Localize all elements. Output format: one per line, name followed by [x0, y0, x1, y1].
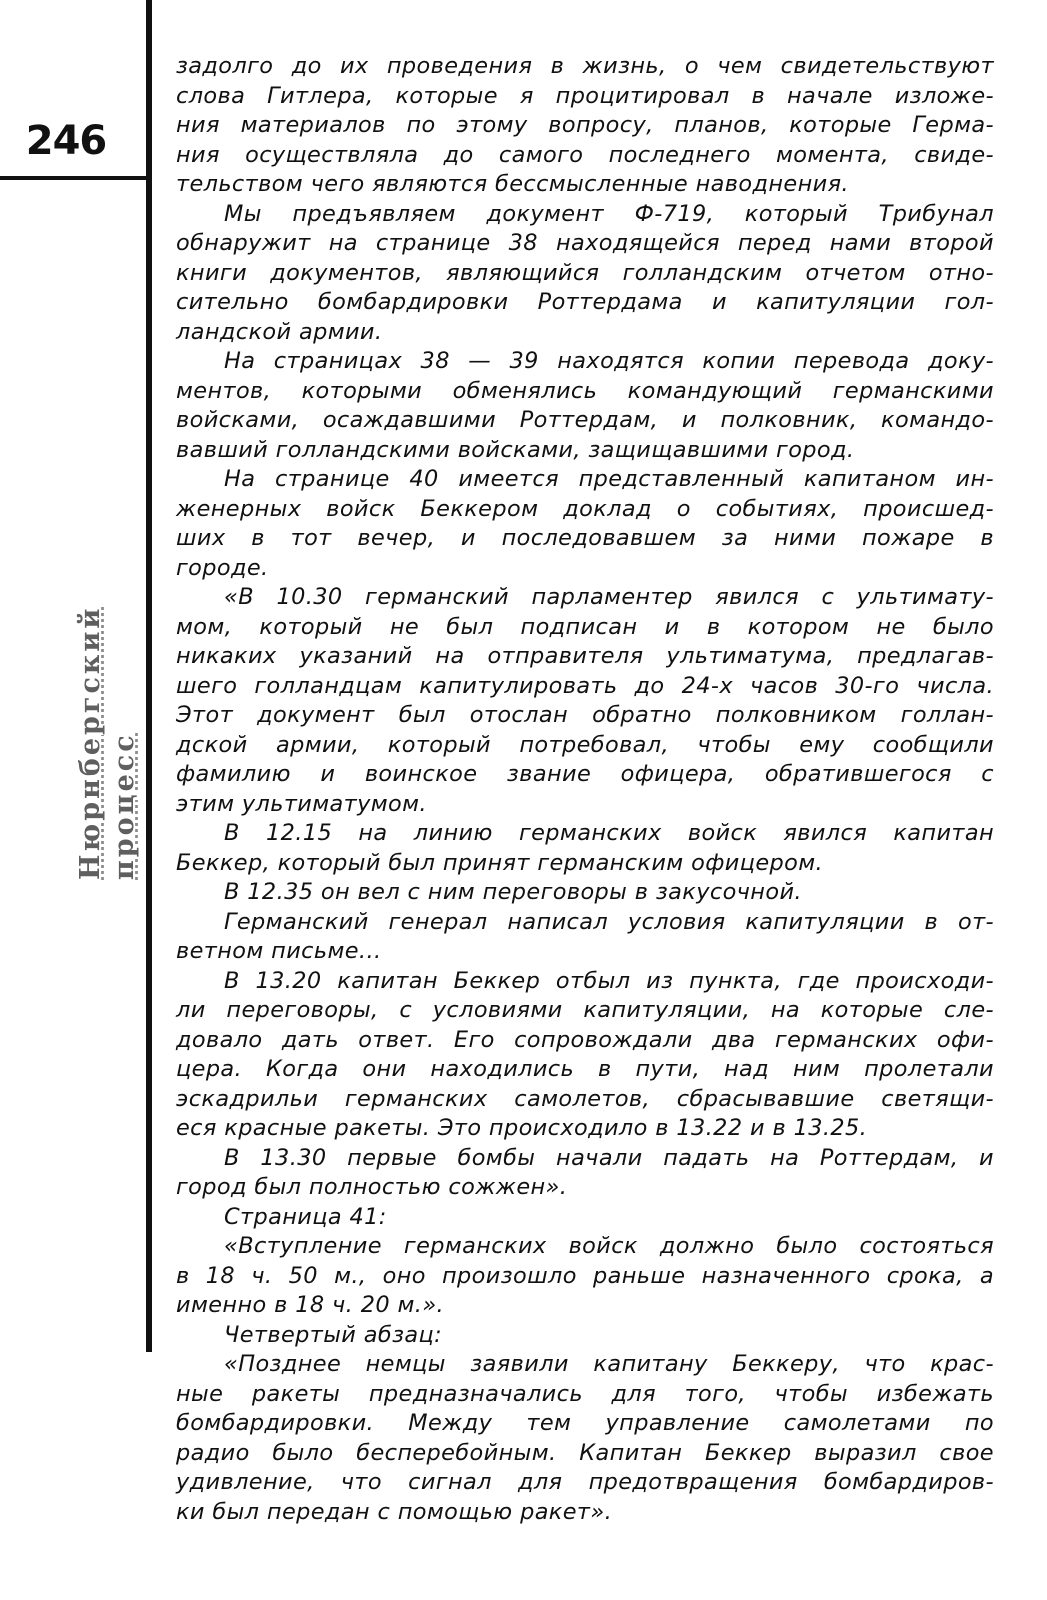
text-line: фамилию и воинское звание офицера, обратившегося с [176, 761, 994, 787]
paragraph [176, 819, 994, 878]
paragraph [176, 465, 994, 583]
paragraph [176, 200, 994, 348]
paragraph [176, 1203, 994, 1233]
text-line: «В 10.30 германский парламентер явился с ультимату- [224, 584, 994, 610]
text-line: довало дать ответ. Его сопровождали два германских офи- [176, 1026, 994, 1053]
text-line: обнаружит на странице 38 находящейся перед нами второй [176, 230, 994, 256]
text-line: задолго до их проведения в жизнь, о чем свидетельствуют [176, 53, 994, 79]
text-line: сительно бомбардировки Роттердама и капитуляции гол- [176, 289, 994, 315]
text-line: радио было бесперебойным. Капитан Беккер выразил свое [176, 1439, 994, 1466]
text-line: ные ракеты предназначались для того, чтобы избежать [176, 1380, 994, 1407]
text-line: вавший голландскими войсками, защищавшими город. [176, 436, 855, 463]
text-line: На страницах 38 — 39 находятся копии перевода доку- [224, 348, 994, 374]
text-line: городе. [176, 554, 269, 581]
text-line: ния осуществляла до самого последнего момента, свиде- [176, 141, 994, 168]
paragraph [176, 1321, 994, 1351]
margin-rule [146, 0, 152, 1352]
text-line: Четвертый абзац: [224, 1321, 443, 1348]
text-line: книги документов, являющийся голландским отчетом отно- [176, 259, 994, 286]
text-line: никаких указаний на отправителя ультиматума, предлагав- [176, 643, 994, 669]
text-line: «Позднее немцы заявили капитану Беккеру, что крас- [224, 1351, 994, 1377]
text-line: в 18 ч. 50 м., оно произошло раньше назначенного срока, а [176, 1262, 994, 1289]
text-line: женерных войск Беккером доклад о событиях, происшед- [176, 495, 994, 522]
text-line: Этот документ был отослан обратно полковником голлан- [176, 702, 994, 728]
text-line: В 13.20 капитан Беккер отбыл из пункта, где происходи- [224, 967, 994, 994]
text-line: именно в 18 ч. 20 м.». [176, 1292, 445, 1318]
paragraph [176, 878, 994, 908]
text-line: ших в тот вечер, и последовавшем за ними пожаре в [176, 525, 994, 551]
text-line: ния материалов по этому вопросу, планов, которые Герма- [176, 112, 994, 138]
text-line: ветном письме... [176, 938, 382, 964]
paragraph [176, 52, 994, 200]
side-title-line-2: процесс [109, 732, 140, 880]
text-line: В 13.30 первые бомбы начали падать на Роттердам, и [224, 1144, 994, 1171]
text-line: Страница 41: [224, 1203, 387, 1230]
page-number: 246 [25, 118, 107, 164]
text-line: этим ультиматумом. [176, 790, 427, 817]
text-line: город был полностью сожжен». [176, 1174, 568, 1200]
text-line: мом, который не был подписан и в котором не было [176, 613, 994, 640]
text-line: В 12.15 на линию германских войск явился капитан [224, 820, 994, 846]
text-line: еся красные ракеты. Это происходило в 13.22 и в 13.25. [176, 1115, 868, 1141]
page-number-rule [0, 176, 148, 180]
paragraph [176, 1232, 994, 1321]
paragraph [176, 1144, 994, 1203]
body-text [176, 52, 994, 1527]
paragraph [176, 967, 994, 1144]
paragraph [176, 1350, 994, 1527]
text-line: ментов, которыми обменялись командующий германскими [176, 377, 994, 404]
paragraph [176, 583, 994, 819]
text-line: Мы предъявляем документ Ф-719, который Трибунал [224, 200, 994, 227]
paragraph [176, 908, 994, 967]
text-line: шего голландцам капитулировать до 24-х часов 30-го числа. [176, 672, 994, 699]
text-line: В 12.35 он вел с ним переговоры в закусочной. [224, 879, 802, 905]
text-line: «Вступление германских войск должно было состояться [224, 1233, 994, 1259]
side-running-title [76, 190, 140, 880]
text-line: Беккер, который был принят германским офицером. [176, 849, 824, 876]
text-line: дской армии, который потребовал, чтобы ему сообщили [176, 731, 994, 758]
text-line: ландской армии. [176, 318, 383, 345]
text-line: Германский генерал написал условия капитуляции в от- [224, 908, 994, 935]
text-line: ки был передан с помощью ракет». [176, 1498, 613, 1525]
text-line: ли переговоры, с условиями капитуляции, на которые сле- [176, 997, 994, 1023]
paragraph [176, 347, 994, 465]
text-line: На странице 40 имеется представленный капитаном ин- [224, 466, 994, 492]
text-line: тельством чего являются бессмысленные наводнения. [176, 171, 849, 197]
text-line: бомбардировки. Между тем управление самолетами по [176, 1410, 994, 1436]
side-title-line-1: Нюрнбергский [75, 605, 106, 880]
text-line: удивление, что сигнал для предотвращения бомбардиров- [176, 1469, 994, 1495]
text-line: слова Гитлера, которые я процитировал в начале изложе- [176, 82, 994, 109]
text-line: цера. Когда они находились в пути, над ним пролетали [176, 1056, 994, 1082]
text-line: эскадрильи германских самолетов, сбрасывавшие светящи- [176, 1085, 994, 1112]
text-line: войсками, осаждавшими Роттердам, и полковник, командо- [176, 407, 994, 433]
